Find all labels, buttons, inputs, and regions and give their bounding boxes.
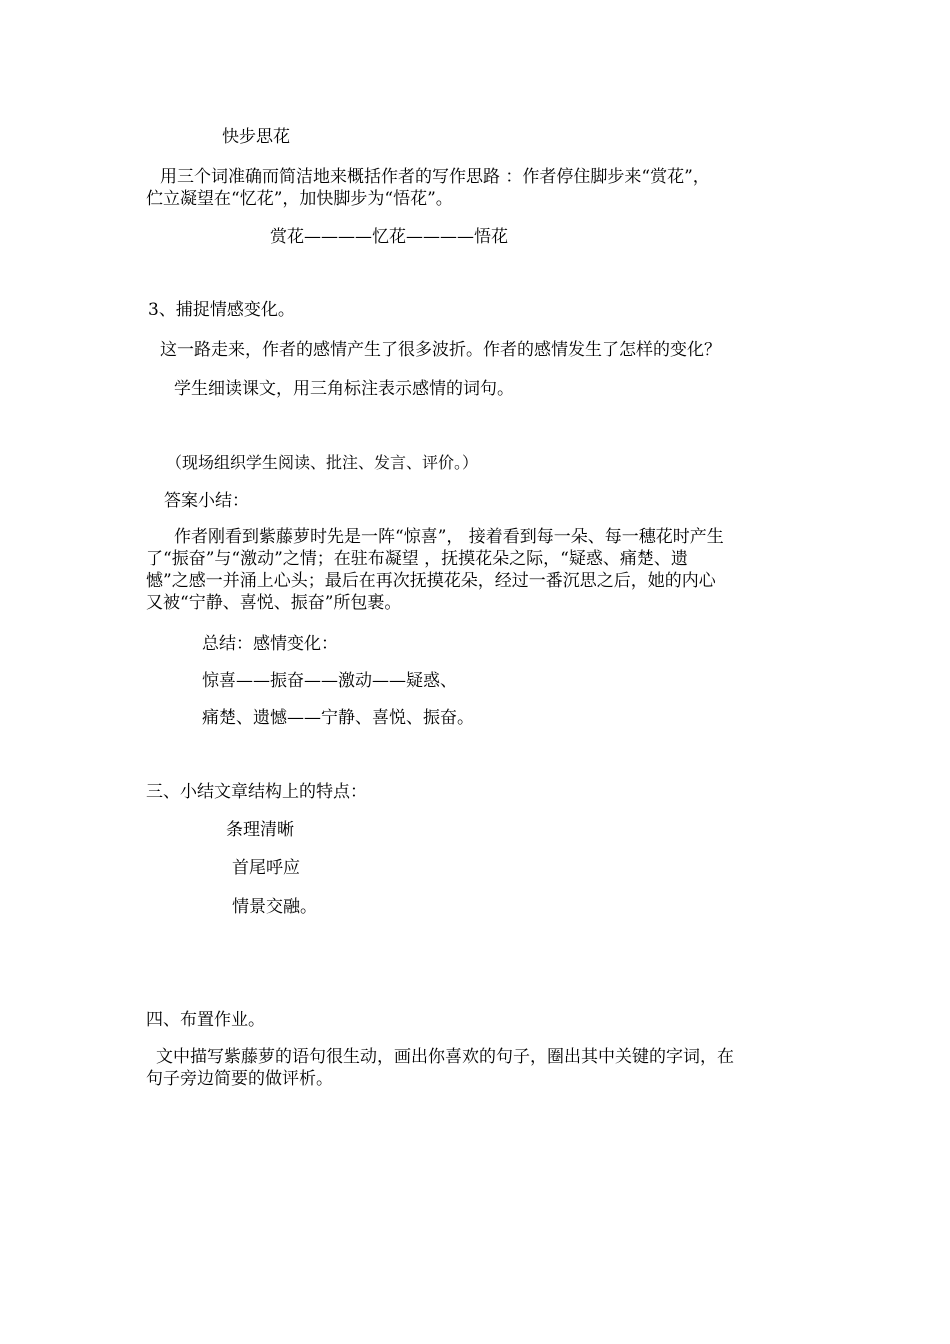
paragraph-line: 文中描写紫藤萝的语句很生动，画出你喜欢的句子，圈出其中关键的字词，在 [156, 1047, 734, 1067]
paragraph-answer-summary [146, 526, 808, 614]
text-line-structure-1: 条理清晰 [226, 820, 294, 840]
section-heading-emotion: 3、捕捉情感变化。 [148, 300, 295, 320]
paragraph-homework [146, 1046, 808, 1090]
text-line-emotion-summary: 总结：感情变化： [202, 634, 338, 654]
text-line-kuaibu-sihua: 快步思花 [222, 127, 290, 147]
text-line-student-reading: 学生细读课文，用三角标注表示感情的词句。 [174, 379, 514, 399]
text-line-answer-summary-label: 答案小结： [164, 491, 249, 511]
section-heading-structure: 三、小结文章结构上的特点： [146, 782, 367, 802]
paragraph-line: 作者刚看到紫藤萝时先是一阵“惊喜”， 接着看到每一朵、每一穗花时产生 [174, 527, 724, 547]
text-line-emotion-chain-2: 痛楚、遗憾——宁静、喜悦、振奋。 [202, 708, 474, 728]
paragraph-line: 又被“宁静、喜悦、振奋”所包裹。 [146, 593, 402, 613]
section-heading-homework: 四、布置作业。 [146, 1010, 265, 1030]
text-line-question: 这一路走来，作者的感情产生了很多波折。作者的感情发生了怎样的变化？ [160, 340, 721, 360]
text-line-writing-idea: 用三个词准确而简洁地来概括作者的写作思路 ：作者停住脚步来“赏花”， [160, 167, 710, 187]
paragraph-line: 了“振奋”与“激动”之情；在驻布凝望 ，抚摸花朵之际，“疑惑、痛楚、遗 [146, 549, 688, 569]
paragraph-line: 憾”之感一并涌上心头；最后在再次抚摸花朵，经过一番沉思之后，她的内心 [146, 571, 716, 591]
text-line-flow-summary: 赏花————忆花————悟花 [270, 227, 508, 247]
text-line-writing-idea-cont: 伫立凝望在“忆花”，加快脚步为“悟花”。 [146, 189, 453, 209]
text-line-structure-3: 情景交融。 [232, 897, 317, 917]
text-line-emotion-chain-1: 惊喜——振奋——激动——疑惑、 [202, 671, 457, 691]
paragraph-line: 句子旁边简要的做评析。 [146, 1069, 333, 1089]
text-line-structure-2: 首尾呼应 [232, 858, 300, 878]
text-line-activity-note: （现场组织学生阅读、批注、发言、评价。） [166, 453, 479, 472]
